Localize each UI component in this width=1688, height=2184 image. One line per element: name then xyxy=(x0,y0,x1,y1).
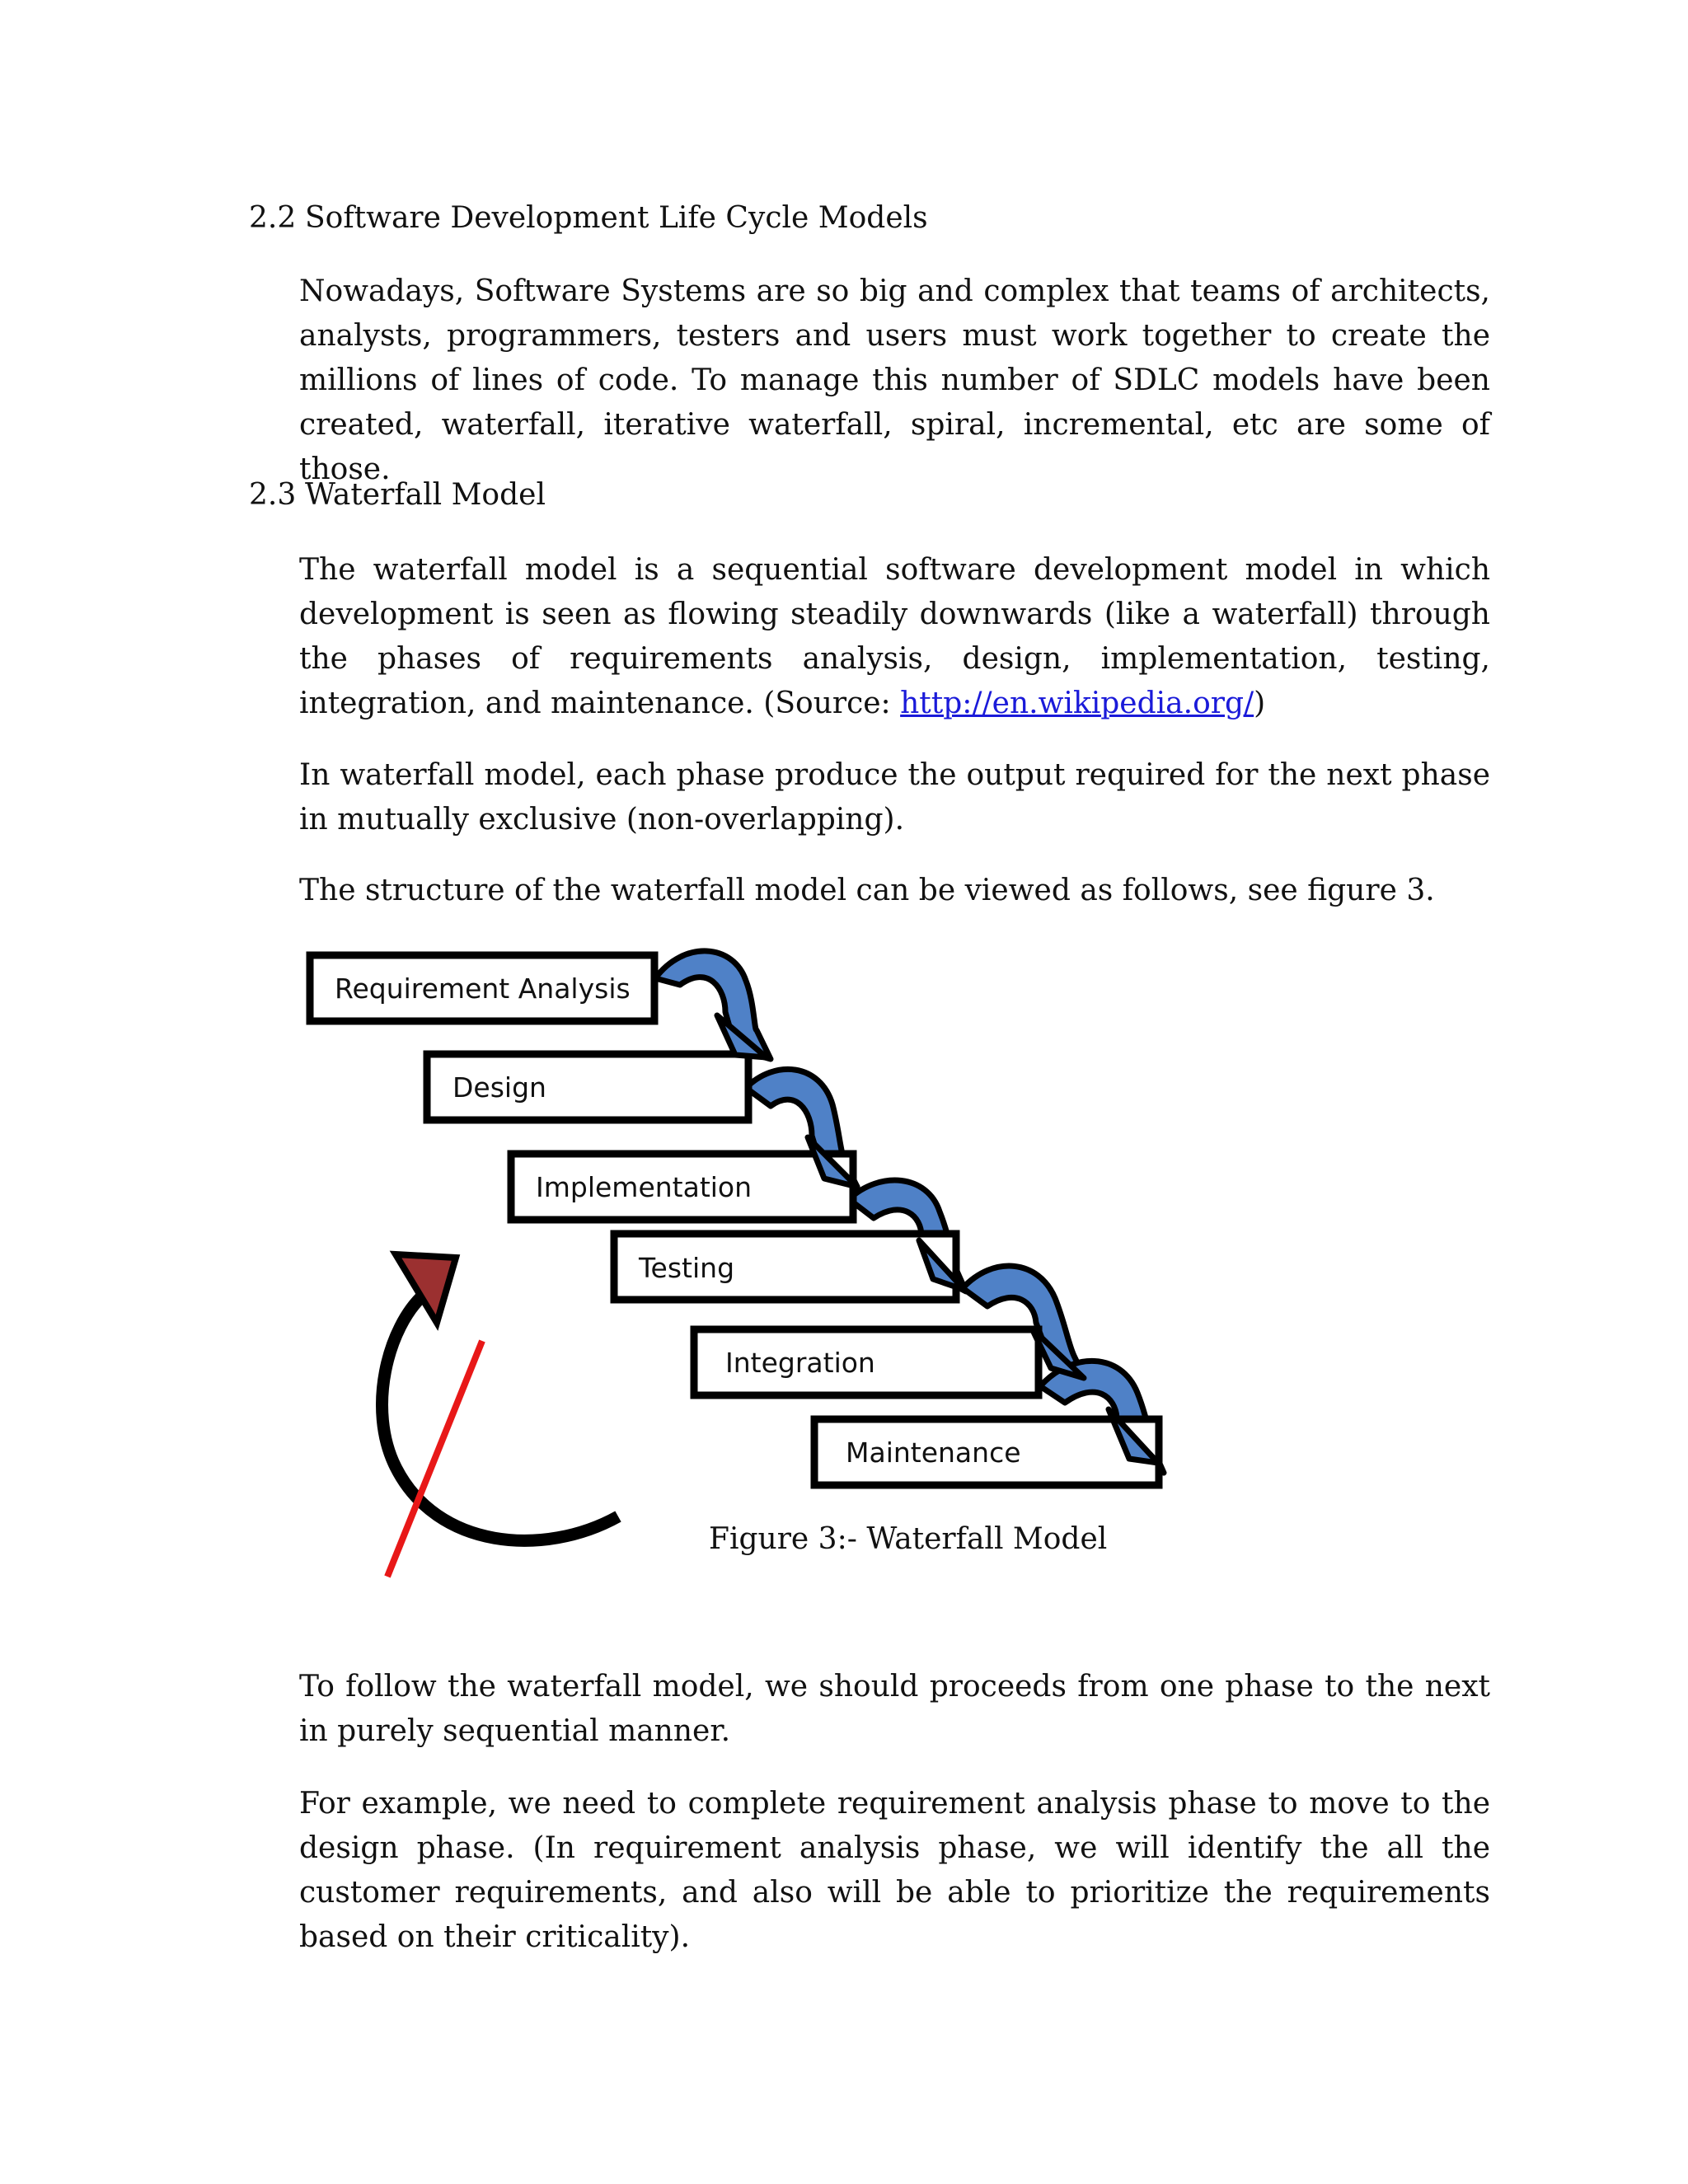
sdlc-intro-paragraph: Nowadays, Software Systems are so big and complex that teams of architects, analysts, programmers, testers and users must work together to create the millions of lines of code. To manage this number of SDLC models have been created, waterfall, iterative waterfall, spiral, incremental, etc are some of those. xyxy=(299,274,1490,486)
example-paragraph: For example, we need to complete requirement analysis phase to move to the design phase. (In requirement analysis phase, we will identify the all the customer requirements, and also will be able to prioritize the requirements based on their criticality). xyxy=(299,1787,1490,1954)
phase-implementation xyxy=(511,1154,853,1220)
phase-label: Implementation xyxy=(536,1171,753,1203)
section-number: 2.3 xyxy=(249,478,297,512)
phase-integration xyxy=(694,1329,1039,1395)
phase-design xyxy=(427,1054,748,1120)
phase-label: Requirement Analysis xyxy=(335,972,631,1005)
phase-testing xyxy=(614,1234,956,1300)
figure-caption: Figure 3:- Waterfall Model xyxy=(709,1522,1108,1556)
section-title: Software Development Life Cycle Models xyxy=(305,201,928,235)
section-number: 2.2 xyxy=(249,201,297,235)
phase-label: Integration xyxy=(725,1347,875,1379)
phase-label: Maintenance xyxy=(846,1436,1021,1469)
phase-label: Testing xyxy=(639,1252,735,1284)
wikipedia-source-link[interactable]: http://en.wikipedia.org/ xyxy=(900,687,1254,720)
phase-maintenance xyxy=(814,1419,1159,1485)
figure-reference-paragraph: The structure of the waterfall model can be viewed as follows, see figure 3. xyxy=(299,874,1435,907)
waterfall-phases-paragraph: In waterfall model, each phase produce the output required for the next phase in mutually exclusive (non-overlapping). xyxy=(299,758,1490,837)
back-arrow-crossed-out xyxy=(382,1254,618,1577)
phase-requirement-analysis xyxy=(310,955,654,1021)
strike-line xyxy=(387,1341,482,1577)
closing-parenthesis: ) xyxy=(1254,687,1266,720)
phase-label: Design xyxy=(452,1071,546,1104)
section-title: Waterfall Model xyxy=(305,478,546,512)
waterfall-definition-text: The waterfall model is a sequential software development model in which development is seen as flowing steadily downwards (like a waterfall) through the phases of requirements analysis, design, implementation, testing, integration, and maintenance. (Source: xyxy=(299,553,1490,720)
sequential-paragraph: To follow the waterfall model, we should proceeds from one phase to the next in purely sequential manner. xyxy=(299,1670,1490,1748)
